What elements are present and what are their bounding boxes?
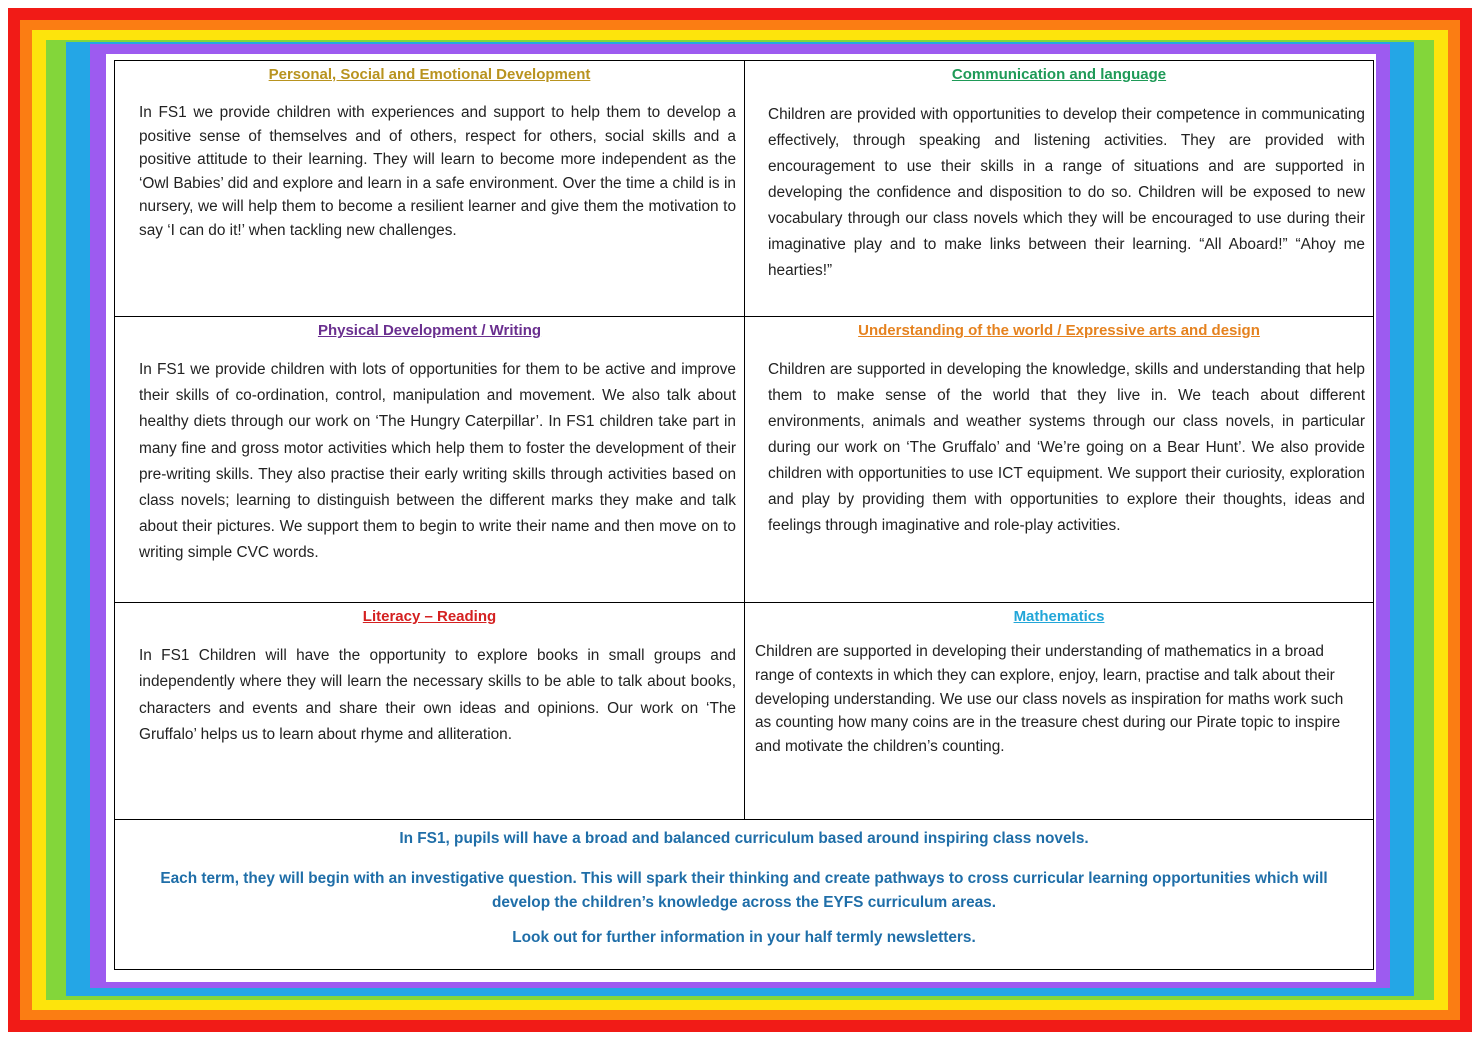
section-title: Personal, Social and Emotional Development xyxy=(268,66,591,83)
section-communication xyxy=(745,61,1373,317)
section-title: Physical Development / Writing xyxy=(317,322,542,339)
section-text: Children are provided with opportunities to develop their competence in communicating effectively, through speaking and listening activities. They are provided with encouragement to use their skills in a range of situations and are supported in developing the confidence and disposition to do so. Children will be exposed to new vocabulary through our class novels which they will be encouraged to use during their imaginative play and to make links between their learning. “All Aboard!” “Ahoy me hearties!” xyxy=(768,106,1365,279)
section-personal xyxy=(115,61,745,317)
curriculum-summary xyxy=(115,819,1373,969)
summary-line: Each term, they will begin with an investigative question. This will spark their thinking and create pathways to cross curricular learning opportunities which will develop the children’s knowledge across the EYFS curriculum areas. xyxy=(160,870,1328,911)
section-title: Literacy – Reading xyxy=(362,608,497,625)
summary-line: In FS1, pupils will have a broad and balanced curriculum based around inspiring class novels. xyxy=(399,830,1089,847)
section-text: In FS1 Children will have the opportunity to explore books in small groups and independently where they will learn the necessary skills to be able to talk about books, characters and events and share their own ideas and opinions. Our work on ‘The Gruffalo’ helps us to learn about rhyme and alliteration. xyxy=(139,647,736,744)
section-title: Understanding of the world / Expressive arts and design xyxy=(858,322,1260,339)
summary-line: Look out for further information in your half termly newsletters. xyxy=(512,929,976,946)
curriculum-table xyxy=(114,60,1374,970)
section-title: Mathematics xyxy=(1013,608,1105,625)
section-physical xyxy=(115,317,745,603)
section-mathematics xyxy=(745,603,1373,819)
section-text: In FS1 we provide children with experiences and support to help them to develop a positive sense of themselves and of others, respect for others, social skills and a positive attitude to their learning. They will learn to become more independent as the ‘Owl Babies’ did and explore and learn in a safe environment. Over the time a child is in nursery, we will help them to become a resilient learner and give them the motivation to say ‘I can do it!’ when tackling new challenges. xyxy=(139,104,736,239)
section-literacy xyxy=(115,603,745,819)
section-text: Children are supported in developing the knowledge, skills and understanding that help them to make sense of the world that they live in. We teach about different environments, animals and weather systems through our class novels, in particular during our work on ‘The Gruffalo’ and ‘We’re going on a Bear Hunt’. We also provide children with opportunities to use ICT equipment. We support their curiosity, exploration and play by providing them with opportunities to explore their thoughts, ideas and feelings through imaginative and role-play activities. xyxy=(768,361,1365,534)
section-text: In FS1 we provide children with lots of opportunities for them to be active and improve their skills of co-ordination, control, manipulation and movement. We also talk about healthy diets through our work on ‘The Hungry Caterpillar’. In FS1 children take part in many fine and gross motor activities which help them to foster the development of their pre-writing skills. They also practise their early writing skills through activities based on class novels; learning to distinguish between the different marks they make and talk about their pictures. We support them to begin to write their name and then move on to writing simple CVC words. xyxy=(139,361,736,562)
section-text: Children are supported in developing their understanding of mathematics in a broad range of contexts in which they can explore, enjoy, learn, practise and talk about their developing understanding. We use our class novels as inspiration for maths work such as counting how many coins are in the treasure chest during our Pirate topic to inspire and motivate the children’s counting. xyxy=(755,643,1344,756)
section-understanding xyxy=(745,317,1373,603)
section-title: Communication and language xyxy=(951,66,1167,83)
